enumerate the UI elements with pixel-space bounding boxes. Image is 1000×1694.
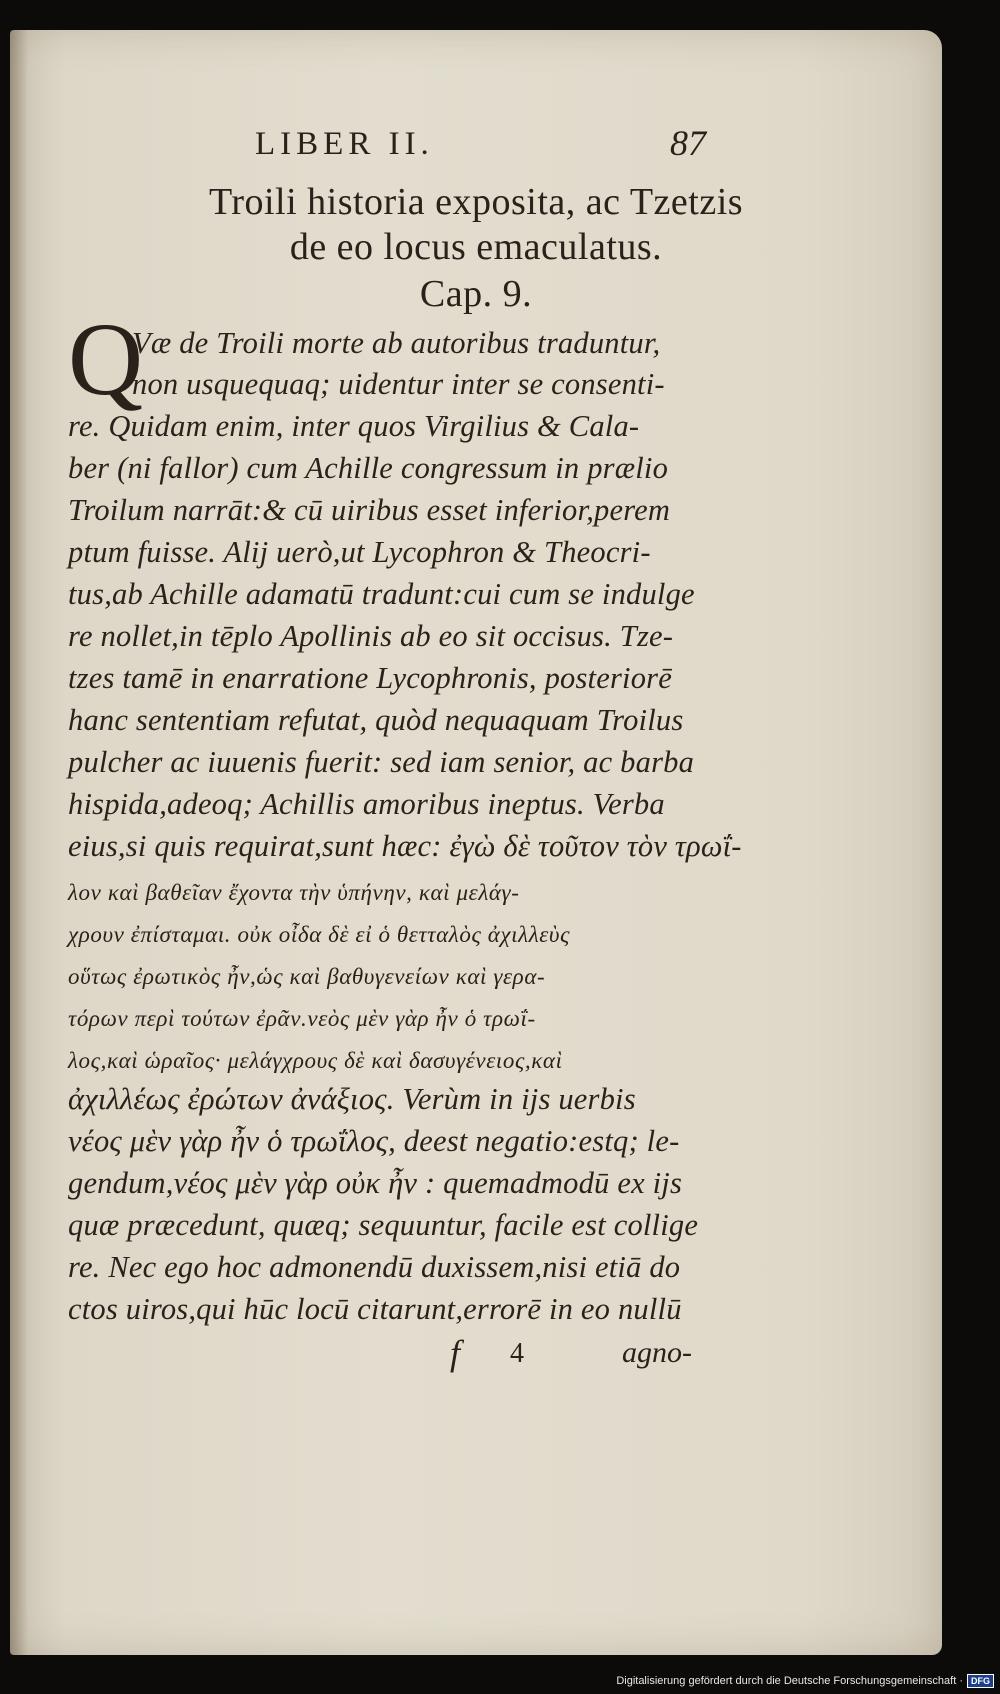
book-page bbox=[10, 30, 942, 1655]
body-line: tus,ab Achille adamatū tradunt:cui cum se indulge bbox=[68, 577, 695, 611]
body-line: tzes tamē in enarratione Lycophronis, posteriorē bbox=[68, 661, 672, 695]
running-head: LIBER II. bbox=[255, 126, 434, 162]
body-line: re. Nec ego hoc admonendū duxissem,nisi etiā do bbox=[68, 1250, 681, 1284]
body-line: ἀχιλλέως ἐρώτων ἀνάξιος. Verùm in ijs uerbis bbox=[68, 1082, 636, 1116]
greek-quote-line: οὕτως ἐρωτικὸς ἦν,ὡς καὶ βαθυγενείων καὶ γερα- bbox=[68, 964, 546, 989]
drop-capital: Q bbox=[68, 302, 144, 417]
body-line: eius,si quis requirat,sunt hæc: ἐγὼ δὲ τοῦτον τὸν τρωΐ- bbox=[68, 829, 742, 863]
signature-number: 4 bbox=[510, 1338, 524, 1369]
body-line: hispida,adeoq; Achillis amoribus ineptus. Verba bbox=[68, 787, 665, 821]
body-line: ctos uiros,qui hūc locū citarunt,errorē in eo nullū bbox=[68, 1292, 682, 1326]
dfg-logo-icon: DFG bbox=[967, 1674, 994, 1688]
body-line: quæ præcedunt, quæq; sequuntur, facile est collige bbox=[68, 1208, 699, 1242]
body-line: ptum fuisse. Alij uerò,ut Lycophron & Theocri- bbox=[68, 535, 651, 569]
body-line: gendum,νέος μὲν γὰρ οὐκ ἦν : quemadmodū ex ijs bbox=[68, 1166, 683, 1200]
digitization-credit bbox=[616, 1674, 994, 1688]
greek-quote-line: χρουν ἐπίσταμαι. οὐκ οἶδα δὲ εἰ ὁ θετταλὸς ἀχιλλεὺς bbox=[68, 922, 571, 947]
body-line: νέος μὲν γὰρ ἦν ὁ τρωΐλος, deest negatio:estq; le- bbox=[68, 1124, 680, 1158]
catchword: agno- bbox=[622, 1336, 692, 1369]
credit-text: Digitalisierung gefördert durch die Deutsche Forschungsgemeinschaft · bbox=[616, 1675, 963, 1687]
body-line: re. Quidam enim, inter quos Virgilius & Cala- bbox=[68, 409, 640, 443]
chapter-heading-line-2: de eo locus emaculatus. bbox=[289, 226, 663, 268]
body-line: Troilum narrāt:& cū uiribus esset inferior,perem bbox=[68, 493, 671, 527]
body-line: hanc sententiam refutat, quòd nequaquam Troilus bbox=[68, 703, 684, 737]
body-line: ber (ni fallor) cum Achille congressum in prælio bbox=[68, 451, 669, 485]
body-line: re nollet,in tēplo Apollinis ab eo sit occisus. Tze- bbox=[68, 619, 674, 653]
body-line: Væ de Troili morte ab autoribus traduntur, bbox=[132, 326, 661, 360]
signature-mark: f bbox=[450, 1333, 461, 1373]
page-number: 87 bbox=[670, 123, 706, 163]
chapter-heading-line-1: Troili historia exposita, ac Tzetzis bbox=[208, 181, 744, 223]
greek-quote-line: λος,καὶ ὡραῖος· μελάγχρους δὲ καὶ δασυγένειος,καὶ bbox=[68, 1048, 563, 1073]
greek-quote-line: λον καὶ βαθεῖαν ἔχοντα τὴν ὑπήνην, καὶ μελάγ- bbox=[68, 880, 520, 905]
body-line: non usquequaq; uidentur inter se consenti- bbox=[132, 367, 665, 401]
chapter-number: Cap. 9. bbox=[419, 273, 533, 315]
greek-quote-line: τόρων περὶ τούτων ἐρᾶν.νεὸς μὲν γὰρ ἦν ὁ τρωΐ- bbox=[68, 1006, 536, 1031]
body-line: pulcher ac iuuenis fuerit: sed iam senior, ac barba bbox=[68, 745, 695, 779]
